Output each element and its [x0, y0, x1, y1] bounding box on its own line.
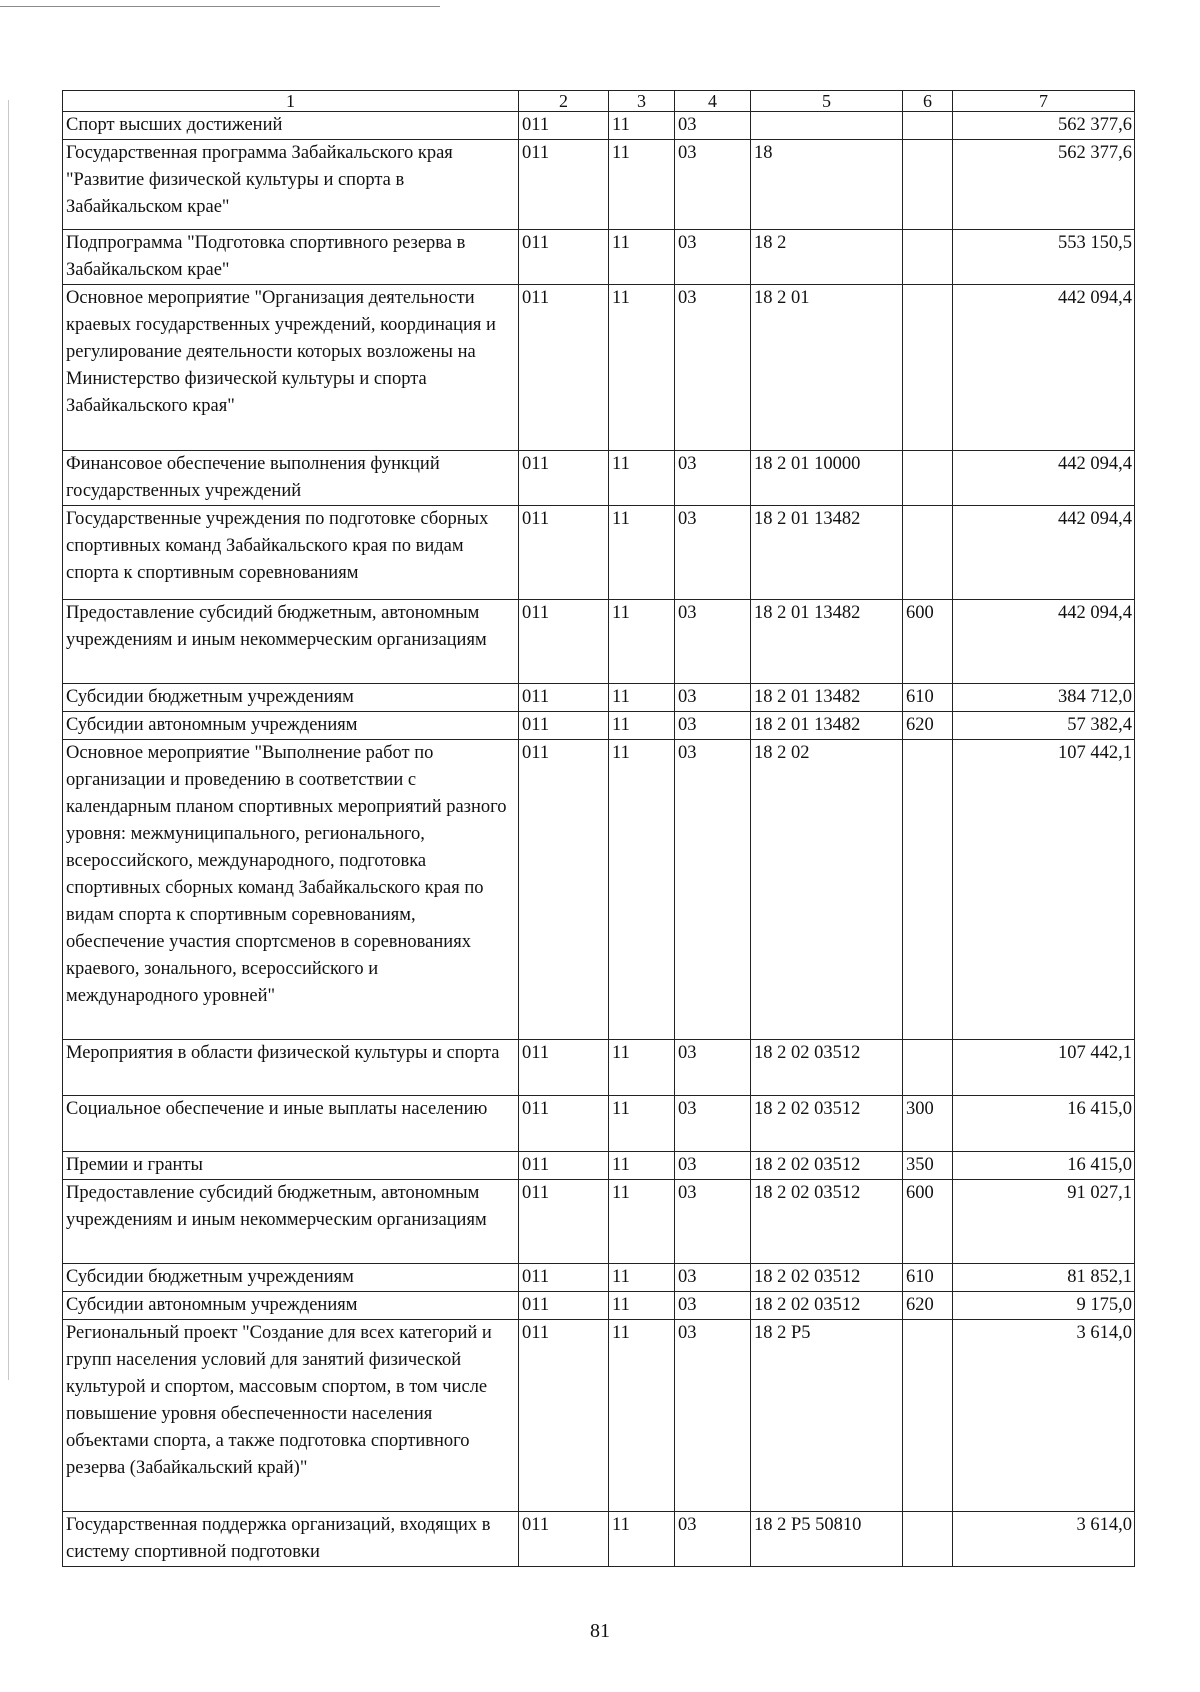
- row-col-2: 011: [519, 451, 609, 506]
- row-col-6: [903, 1512, 953, 1567]
- scan-edge-line: [0, 6, 440, 7]
- row-col-2: 011: [519, 1180, 609, 1264]
- table-row: [63, 1040, 1135, 1096]
- row-col-5: 18 2 02 03512: [751, 1152, 903, 1180]
- column-header-7: 7: [953, 91, 1135, 112]
- row-col-5: 18 2 01 13482: [751, 684, 903, 712]
- row-col-2: 011: [519, 230, 609, 285]
- row-amount: 442 094,4: [953, 451, 1135, 506]
- row-col-4: 03: [675, 230, 751, 285]
- table-row: [63, 230, 1135, 285]
- row-name: Спорт высших достижений: [63, 112, 519, 140]
- table-row: [63, 140, 1135, 230]
- row-col-4: 03: [675, 1320, 751, 1512]
- table-row: [63, 1152, 1135, 1180]
- row-col-3: 11: [609, 740, 675, 1040]
- row-col-5: 18 2 01 13482: [751, 712, 903, 740]
- table-row: [63, 740, 1135, 1040]
- row-col-5: 18 2 01 10000: [751, 451, 903, 506]
- table-row: [63, 1096, 1135, 1152]
- row-col-2: 011: [519, 600, 609, 684]
- row-col-3: 11: [609, 1096, 675, 1152]
- row-name: Субсидии автономным учреждениям: [63, 1292, 519, 1320]
- row-name: Предоставление субсидий бюджетным, автономным учреждениям и иным некоммерческим организациям: [63, 600, 519, 684]
- row-name: Субсидии бюджетным учреждениям: [63, 684, 519, 712]
- page-number: 81: [590, 1620, 610, 1642]
- row-col-5: 18 2 P5 50810: [751, 1512, 903, 1567]
- row-col-6: 350: [903, 1152, 953, 1180]
- row-col-6: [903, 1040, 953, 1096]
- budget-table: [62, 90, 1135, 1567]
- row-col-3: 11: [609, 1264, 675, 1292]
- row-col-5: 18: [751, 140, 903, 230]
- row-col-6: 610: [903, 1264, 953, 1292]
- row-amount: 442 094,4: [953, 600, 1135, 684]
- row-col-3: 11: [609, 140, 675, 230]
- row-col-3: 11: [609, 1040, 675, 1096]
- row-name: Премии и гранты: [63, 1152, 519, 1180]
- column-header-3: 3: [609, 91, 675, 112]
- row-col-4: 03: [675, 1292, 751, 1320]
- row-col-4: 03: [675, 1096, 751, 1152]
- table-row: [63, 285, 1135, 451]
- row-col-6: [903, 451, 953, 506]
- row-col-3: 11: [609, 1152, 675, 1180]
- row-col-6: [903, 140, 953, 230]
- table-row: [63, 1512, 1135, 1567]
- table-row: [63, 112, 1135, 140]
- row-col-5: 18 2 02 03512: [751, 1040, 903, 1096]
- row-col-6: [903, 740, 953, 1040]
- table-row: [63, 600, 1135, 684]
- row-name: Государственные учреждения по подготовке сборных спортивных команд Забайкальского края по видам спорта к спортивным соревнованиям: [63, 506, 519, 600]
- row-col-6: [903, 1320, 953, 1512]
- row-amount: 107 442,1: [953, 740, 1135, 1040]
- row-amount: 442 094,4: [953, 506, 1135, 600]
- table-header-row: [63, 91, 1135, 112]
- row-col-5: 18 2 02 03512: [751, 1264, 903, 1292]
- row-col-2: 011: [519, 506, 609, 600]
- row-name: Государственная программа Забайкальского края "Развитие физической культуры и спорта в Забайкальском крае": [63, 140, 519, 230]
- row-col-5: 18 2: [751, 230, 903, 285]
- row-col-4: 03: [675, 1180, 751, 1264]
- column-header-2: 2: [519, 91, 609, 112]
- row-amount: 9 175,0: [953, 1292, 1135, 1320]
- row-col-2: 011: [519, 1152, 609, 1180]
- row-col-4: 03: [675, 506, 751, 600]
- table-row: [63, 506, 1135, 600]
- row-col-6: [903, 506, 953, 600]
- row-col-6: [903, 112, 953, 140]
- row-amount: 16 415,0: [953, 1096, 1135, 1152]
- row-name: Государственная поддержка организаций, входящих в систему спортивной подготовки: [63, 1512, 519, 1567]
- row-col-5: 18 2 02: [751, 740, 903, 1040]
- row-col-2: 011: [519, 1040, 609, 1096]
- row-col-5: 18 2 02 03512: [751, 1096, 903, 1152]
- row-col-3: 11: [609, 1292, 675, 1320]
- row-col-4: 03: [675, 740, 751, 1040]
- row-name: Субсидии автономным учреждениям: [63, 712, 519, 740]
- row-col-6: 600: [903, 1180, 953, 1264]
- row-col-3: 11: [609, 1180, 675, 1264]
- row-amount: 91 027,1: [953, 1180, 1135, 1264]
- row-col-5: 18 2 P5: [751, 1320, 903, 1512]
- row-amount: 562 377,6: [953, 112, 1135, 140]
- row-col-3: 11: [609, 712, 675, 740]
- row-col-6: 600: [903, 600, 953, 684]
- table-row: [63, 1180, 1135, 1264]
- table-row: [63, 451, 1135, 506]
- row-name: Предоставление субсидий бюджетным, автономным учреждениям и иным некоммерческим организациям: [63, 1180, 519, 1264]
- row-col-3: 11: [609, 451, 675, 506]
- row-amount: 57 382,4: [953, 712, 1135, 740]
- row-col-5: 18 2 01 13482: [751, 506, 903, 600]
- column-header-6: 6: [903, 91, 953, 112]
- row-name: Финансовое обеспечение выполнения функций государственных учреждений: [63, 451, 519, 506]
- column-header-4: 4: [675, 91, 751, 112]
- table-row: [63, 1292, 1135, 1320]
- row-amount: 384 712,0: [953, 684, 1135, 712]
- row-col-6: 620: [903, 712, 953, 740]
- row-amount: 16 415,0: [953, 1152, 1135, 1180]
- row-col-4: 03: [675, 1040, 751, 1096]
- row-amount: 553 150,5: [953, 230, 1135, 285]
- row-col-3: 11: [609, 600, 675, 684]
- row-col-5: 18 2 02 03512: [751, 1292, 903, 1320]
- row-col-6: [903, 285, 953, 451]
- row-col-2: 011: [519, 285, 609, 451]
- row-amount: 442 094,4: [953, 285, 1135, 451]
- row-col-5: 18 2 01: [751, 285, 903, 451]
- row-col-4: 03: [675, 600, 751, 684]
- row-amount: 3 614,0: [953, 1320, 1135, 1512]
- row-col-3: 11: [609, 1320, 675, 1512]
- row-col-2: 011: [519, 684, 609, 712]
- row-col-5: 18 2 01 13482: [751, 600, 903, 684]
- table-row: [63, 712, 1135, 740]
- row-name: Субсидии бюджетным учреждениям: [63, 1264, 519, 1292]
- row-col-3: 11: [609, 112, 675, 140]
- row-name: Основное мероприятие "Выполнение работ по организации и проведению в соответствии с календарным планом спортивных мероприятий разного уровня: межмуниципального, регионального, всероссийского, международного, подготовка спортивных сборных команд Забайкальского края по видам спорта к спортивным соревнованиям, обеспечение участия спортсменов в соревнованиях краевого, зонального, всероссийского и международного уровней": [63, 740, 519, 1040]
- row-col-6: [903, 230, 953, 285]
- row-name: Региональный проект "Создание для всех категорий и групп населения условий для занятий физической культурой и спортом, массовым спортом, в том числе повышение уровня обеспеченности населения объектами спорта, а также подготовка спортивного резерва (Забайкальский край)": [63, 1320, 519, 1512]
- row-col-2: 011: [519, 712, 609, 740]
- row-col-4: 03: [675, 712, 751, 740]
- row-name: Основное мероприятие "Организация деятельности краевых государственных учреждений, координация и регулирование деятельности которых возложены на Министерство физической культуры и спорта Забайкальского края": [63, 285, 519, 451]
- row-col-2: 011: [519, 1320, 609, 1512]
- row-col-3: 11: [609, 1512, 675, 1567]
- row-name: Мероприятия в области физической культуры и спорта: [63, 1040, 519, 1096]
- row-amount: 81 852,1: [953, 1264, 1135, 1292]
- row-col-6: 620: [903, 1292, 953, 1320]
- row-col-3: 11: [609, 684, 675, 712]
- row-col-2: 011: [519, 740, 609, 1040]
- row-col-3: 11: [609, 230, 675, 285]
- row-col-4: 03: [675, 1152, 751, 1180]
- row-col-2: 011: [519, 140, 609, 230]
- row-col-5: [751, 112, 903, 140]
- row-col-2: 011: [519, 1264, 609, 1292]
- table-row: [63, 1320, 1135, 1512]
- row-col-4: 03: [675, 112, 751, 140]
- row-col-6: 300: [903, 1096, 953, 1152]
- row-col-3: 11: [609, 506, 675, 600]
- row-col-2: 011: [519, 1512, 609, 1567]
- row-name: Подпрограмма "Подготовка спортивного резерва в Забайкальском крае": [63, 230, 519, 285]
- row-col-4: 03: [675, 140, 751, 230]
- row-col-4: 03: [675, 1264, 751, 1292]
- row-col-4: 03: [675, 451, 751, 506]
- row-name: Социальное обеспечение и иные выплаты населению: [63, 1096, 519, 1152]
- row-amount: 562 377,6: [953, 140, 1135, 230]
- row-col-6: 610: [903, 684, 953, 712]
- row-col-2: 011: [519, 1096, 609, 1152]
- row-col-4: 03: [675, 684, 751, 712]
- row-amount: 107 442,1: [953, 1040, 1135, 1096]
- table-row: [63, 1264, 1135, 1292]
- column-header-1: 1: [63, 91, 519, 112]
- row-amount: 3 614,0: [953, 1512, 1135, 1567]
- row-col-3: 11: [609, 285, 675, 451]
- row-col-5: 18 2 02 03512: [751, 1180, 903, 1264]
- table-row: [63, 684, 1135, 712]
- column-header-5: 5: [751, 91, 903, 112]
- row-col-4: 03: [675, 285, 751, 451]
- row-col-4: 03: [675, 1512, 751, 1567]
- scan-margin-mark: [8, 100, 9, 1380]
- row-col-2: 011: [519, 1292, 609, 1320]
- row-col-2: 011: [519, 112, 609, 140]
